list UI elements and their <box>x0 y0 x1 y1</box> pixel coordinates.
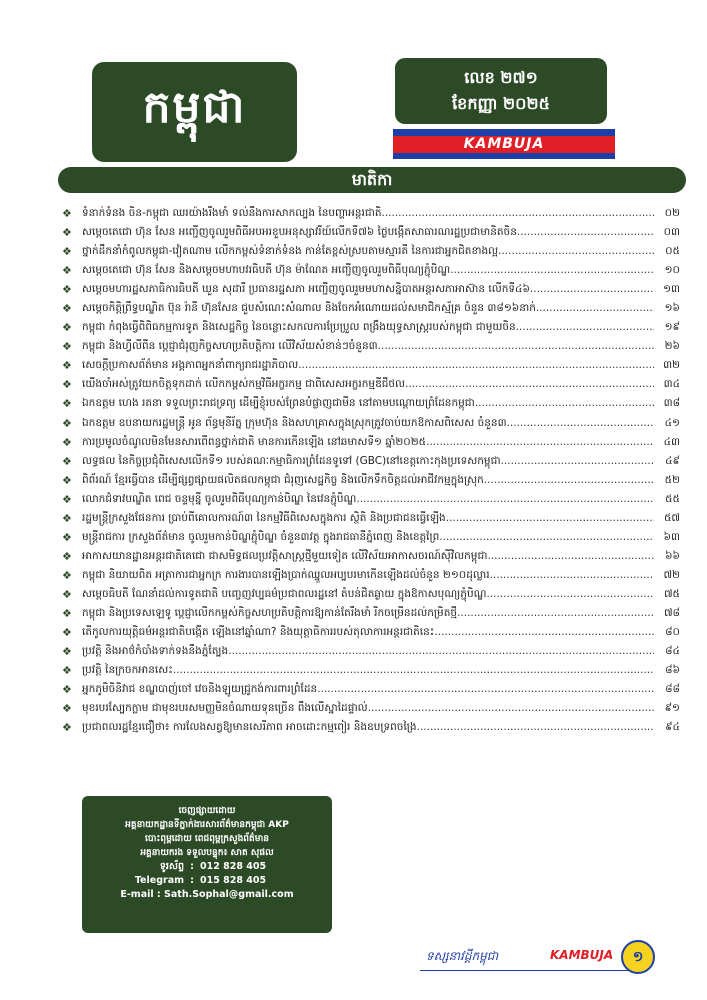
toc-item-title: កម្ពុជា និងប្រទេសឡេទូ ប្តេជ្ញាលើកកម្ពស់កិច្ចសហប្រតិបត្តិការឱ្យកាន់តែរឹងមាំ រីកចម្រើនដល់កម្រិតថ្មី ..... <box>82 604 654 623</box>
toc-item <box>62 280 680 299</box>
toc-item-page: ៨៨ <box>654 680 680 699</box>
toc-item-title: លទ្ធផល នៃកិច្ចប្រជុំពិសេសលើកទី១ របស់គណៈកម្មាធិការព្រំដែនទូទៅ (GBC)នៅខេត្តកោះកុងប្រទេសកម្ពុជា ..... <box>82 452 654 471</box>
toc-item <box>62 433 680 452</box>
toc-item-title: សេចក្តីប្រកាសព័ត៌មាន អង្គភាពអ្នកនាំពាក្យរាជរដ្ឋាភិបាល ..... <box>82 356 654 375</box>
diamond-bullet-icon: ❖ <box>62 226 72 240</box>
telegram-value: 015 828 405 <box>200 875 267 886</box>
masthead-title: កម្ពុជា <box>142 82 247 133</box>
publisher-line4: អគ្គនាយករង ទទួលបន្ទុក៖ សាត សុផល <box>140 848 274 858</box>
publisher-line3: បោះពុម្ពដោយ ពេជពុម្ពក្រសួងព័ត៌មាន <box>144 834 270 844</box>
toc-item-page: ៦៦ <box>654 547 680 566</box>
toc-item-title: ប្រជាពលរដ្ឋខ្មែរជឿថា៖ ការលែងសត្វឱ្យមានសេរីភាព អាចដោះកម្មពៀរ និងឧបទ្រពចង្រៃ ..... <box>82 718 654 737</box>
toc-item-page: ១៦ <box>654 299 680 318</box>
toc-item-page: ៨៤ <box>654 642 680 661</box>
toc-item-title: សម្តេចមហារដ្ឋសភាធិការធិបតី ឃួន សុដារី ប្រធានរដ្ឋសភា អញ្ជើញចូលរួមមហាសន្និបាតអន្តរសភាអាស៊ាន លើកទី៤៦ ..... <box>82 280 654 299</box>
diamond-bullet-icon: ❖ <box>62 549 72 563</box>
toc-item <box>62 261 680 280</box>
diamond-bullet-icon: ❖ <box>62 645 72 659</box>
diamond-bullet-icon: ❖ <box>62 492 72 506</box>
toc-item-title: ការប្រមូលចំណូលមិនមែនសារពើពន្ធថ្នាក់ជាតិ មានការកើនឡើង នៅឆមាសទី១ ឆ្នាំ២០២៥ ..... <box>82 433 654 452</box>
diamond-bullet-icon: ❖ <box>62 302 72 316</box>
toc-item <box>62 299 680 318</box>
toc-item-page: ១០ <box>654 261 680 280</box>
telegram-label: Telegram <box>134 875 184 886</box>
toc-item-page: ៥៧ <box>654 509 680 528</box>
toc-item-title: សម្តេចតេជោ ហ៊ុន សែន និងសម្តេចមហាបវរធិបតី ហ៊ុន ម៉ាណែត អញ្ជើញចូលរួមពិធីបុណ្យភ្ជុំបិណ្ឌ ..... <box>82 261 654 280</box>
toc-item-page: ១៣ <box>654 280 680 299</box>
toc-item <box>62 414 680 433</box>
toc-header-title: មាតិកា <box>351 170 393 189</box>
footer-magazine-name: ទស្សនាវដ្តីកម្ពុជា <box>426 949 499 963</box>
toc-item-title: មុខរបរស្បែកក្លាម ជាមុខរបរសមញ្ញមិនចំណាយទុនច្រើន ពឹងលើស្នាដៃផ្ទាល់ ..... <box>82 699 654 718</box>
toc-item-page: ៤៣ <box>654 433 680 452</box>
toc-item-title: អាកាសយានដ្ឋានអន្តរជាតិតេជោ ជាសមិទ្ធផលប្រវត្តិសាស្រ្តថ្មីមួយទៀត លើវិស័យអាកាសចរណ៍ស៊ីវិលកម្ពុជា ..... <box>82 547 654 566</box>
diamond-bullet-icon: ❖ <box>62 245 72 259</box>
toc-item-page: ៦៣ <box>654 528 680 547</box>
diamond-bullet-icon: ❖ <box>62 721 72 735</box>
toc-item-page: ៥២ <box>654 471 680 490</box>
toc-item-page: ០២ <box>654 204 680 223</box>
flag-blue-bottom <box>393 153 615 159</box>
toc-item <box>62 547 680 566</box>
toc-item-title: ប្រវត្តិ និងអាថ៌កំបាំងទាក់ទងនឹងភ្នំត្បែង ..... <box>82 642 654 661</box>
toc-item-title: សម្តេចតេជោ ហ៊ុន សែន អញ្ជើញចូលរួមពិធីអបអរខួបអនុស្សាវរីយ៍លើកទី៧៦ ថ្ងៃបង្កើតសាធារណរដ្ឋប្រជាមានិតចិន ..... <box>82 223 654 242</box>
toc-item <box>62 242 680 261</box>
flag-blue-top <box>393 129 615 136</box>
toc-item-page: ៨៦ <box>654 661 680 680</box>
issue-number: លេខ ២៧១ <box>464 68 538 87</box>
diamond-bullet-icon: ❖ <box>62 702 72 716</box>
toc-item-page: ៨០ <box>654 623 680 642</box>
footer-brand: KAMBUJA <box>550 948 614 962</box>
toc-item-title: យើងចាំអស់ត្រូវយកចិត្តទុកដាក់ លើកកម្ពស់កម្មវិធីអក្ខរកម្ម ជាពិសេសអក្ខរកម្មឌីជីថល ..... <box>82 375 654 394</box>
toc-item <box>62 699 680 718</box>
toc-item-title: សម្តេចធិបតី ណែនាំដល់ការទូតជាតិ បញ្ចេញវប្បធម៌ប្រជាពលរដ្ឋនៅ តំបន់ជិតឆ្ងាយ ក្នុងឱកាសបុណ្យភ្ជុំបិណ្ឌ ..... <box>82 585 654 604</box>
toc-item-title: លោកជំទាវបណ្ឌិត ពេជ ចន្ទមុន្នី ចូលរួមពិធីបុណ្យកាន់បិណ្ឌ នៃវេនភ្ជុំបិណ្ឌ ..... <box>82 490 654 509</box>
brand-name: KAMBUJA <box>463 136 545 152</box>
publisher-box <box>82 796 332 933</box>
toc-item <box>62 204 680 223</box>
toc-item-title: ឯកឧត្តម ហេង រតនា ទទួលព្រះរាជទ្រព្យ ដើម្បីខ្ញុំរបស់ព្រែនបំផ្លាញជាមីន នៅតាមបណ្តោយព្រំដែនកម្ពុជា ..... <box>82 394 654 413</box>
toc-item <box>62 490 680 509</box>
footer-rule <box>420 970 630 971</box>
toc-item-title: ពិព័រណ៍ ខ្មែរធ្វើបាន ដើម្បីផ្សព្វផ្សាយផលិតផលកម្ពុជា ជំរុញសេដ្ឋកិច្ច និងលើកទឹកចិត្តដល់អាជីវកម្មក្នុងស្រុក ..... <box>82 471 654 490</box>
diamond-bullet-icon: ❖ <box>62 683 72 697</box>
diamond-bullet-icon: ❖ <box>62 397 72 411</box>
toc-item-page: ៩១ <box>654 699 680 718</box>
email-row: E-mail : Sath.Sophal@gmail.com <box>120 889 294 900</box>
diamond-bullet-icon: ❖ <box>62 283 72 297</box>
diamond-bullet-icon: ❖ <box>62 359 72 373</box>
telegram-row: Telegram : 015 828 405 <box>82 874 332 888</box>
diamond-bullet-icon: ❖ <box>62 454 72 468</box>
masthead-box <box>92 62 297 162</box>
publisher-line2: អគ្គនាយកដ្ឋានទីភ្នាក់ងារសារព័ត៌មានកម្ពុជា AKP <box>125 820 289 830</box>
toc-item <box>62 223 680 242</box>
diamond-bullet-icon: ❖ <box>62 568 72 582</box>
toc-item <box>62 604 680 623</box>
diamond-bullet-icon: ❖ <box>62 321 72 335</box>
toc-item <box>62 528 680 547</box>
toc-item-page: ៧២ <box>654 566 680 585</box>
toc-item <box>62 566 680 585</box>
toc-item-title: ថ្នាក់ដឹកនាំកំពូលកម្ពុជា-វៀតណាម លើកកម្ពស់ទំនាក់ទំនង កាន់តែខ្ពស់ស្របតាមស្មារតី នៃការជាអ្នកជិតខាងល្អ ..... <box>82 242 654 261</box>
toc-item-page: ៣៤ <box>654 375 680 394</box>
toc-item-title: ទំនាក់ទំនង ចិន-កម្ពុជា ឈរយ៉ាងរឹងមាំ ទល់នឹងការសាកល្បង នៃបញ្ហាអន្តរជាតិ ..... <box>82 204 654 223</box>
toc-item <box>62 642 680 661</box>
issue-box <box>395 58 607 124</box>
toc-item-page: ៣៨ <box>654 394 680 413</box>
toc-item <box>62 318 680 337</box>
diamond-bullet-icon: ❖ <box>62 435 72 449</box>
diamond-bullet-icon: ❖ <box>62 587 72 601</box>
diamond-bullet-icon: ❖ <box>62 264 72 278</box>
toc-item <box>62 509 680 528</box>
toc-header <box>58 167 686 193</box>
toc-item-page: ០៣ <box>654 223 680 242</box>
toc-item <box>62 623 680 642</box>
toc-item-title: កម្ពុជា និងហ្វីលីពីន ប្តេជ្ញាជំរុញកិច្ចសហប្រតិបត្តិការ លើវិស័យសំខាន់ៗចំនួន៣ ..... <box>82 337 654 356</box>
toc-item-title: មន្ត្រីរាជការ ក្រសួងព័ត៌មាន ចូលរួមកាន់បិណ្ឌភ្ជុំបិណ្ឌ ចំនួន៣វត្ត ក្នុងរាជធានីភ្នំពេញ និងខេត្តព្រៃ ..... <box>82 528 654 547</box>
toc-item <box>62 718 680 737</box>
toc-item-title: កម្ពុជា កំពុងធ្វើពិពិធកម្មការទូត និងសេដ្ឋកិច្ច នៃចន្លោះសកលការប្រែប្រួល ពង្រឹងយុទ្ធសាស្រ្តរបស់កម្ពុជា ជាមួយចិន ..... <box>82 318 654 337</box>
diamond-bullet-icon: ❖ <box>62 511 72 525</box>
toc-item-page: ៥៥ <box>654 490 680 509</box>
toc-item-title: រដ្ឋមន្ត្រីក្រសួងផែនការ ប្រាប់ពីគោលការណ៍៣ នៃកម្មវិធីពិសេសក្នុងការ ស្ថិតិ និងប្រជាជនធ្វើឡើង ..... <box>82 509 654 528</box>
toc-item-title: សម្តេចកិត្តិព្រឹទ្ធបណ្ឌិត ប៊ុន រ៉ានី ហ៊ុនសែន ជួបសំណេះសំណាល និងចែកអំណោយដល់សមាជិកស្ម័គ្រ ចំនួន ៣៨១៦នាក់ ..... <box>82 299 654 318</box>
page-number: ១ <box>621 940 655 974</box>
toc-item-page: ៤១ <box>654 414 680 433</box>
diamond-bullet-icon: ❖ <box>62 207 72 220</box>
toc-item-title: ឯកឧត្តម ឧបនាយករដ្ឋមន្ត្រី អូន ព័ន្ធមុនីរ័ត្ន ក្រុមហ៊ុន និងសហគ្រាសក្នុងស្រុកត្រូវចាប់យកឱកាសពិសេស ចំនួន៣ ..... <box>82 414 654 433</box>
diamond-bullet-icon: ❖ <box>62 530 72 544</box>
toc-item <box>62 337 680 356</box>
toc-item <box>62 356 680 375</box>
toc-item <box>62 471 680 490</box>
toc-item-title: អ្នកភូមិចិនិវាជ ខណ្ឌបាញ់ចៅ វេចនិងឡូយជ្រូកង់ការពារព្រំដែន ..... <box>82 680 654 699</box>
toc-item <box>62 661 680 680</box>
toc-item <box>62 680 680 699</box>
phone-row: ទូរស័ព្ទ : 012 828 405 <box>82 860 332 874</box>
toc-item-title: កម្ពុជា និយាយពិត អត្រាការជាអ្នកក្រ ការងារបានឡើងប្រាក់ឈ្នួលអប្បបរមាកើនឡើងដល់ចំនួន ២១០ដុល្លារ ..... <box>82 566 654 585</box>
brand-flag <box>393 129 615 159</box>
toc-item-page: ៧៨ <box>654 604 680 623</box>
toc-item <box>62 394 680 413</box>
toc-item <box>62 375 680 394</box>
diamond-bullet-icon: ❖ <box>62 626 72 640</box>
toc-item-page: ០៥ <box>654 242 680 261</box>
toc-item <box>62 452 680 471</box>
toc-item-page: ៤៩ <box>654 452 680 471</box>
toc-item <box>62 585 680 604</box>
issue-date: ខែកញ្ញា ២០២៥ <box>452 94 550 113</box>
diamond-bullet-icon: ❖ <box>62 664 72 678</box>
toc-item-page: ៩៤ <box>654 718 680 737</box>
diamond-bullet-icon: ❖ <box>62 416 72 430</box>
diamond-bullet-icon: ❖ <box>62 473 72 487</box>
toc-item-page: ១៩ <box>654 318 680 337</box>
toc-item-page: ២៦ <box>654 337 680 356</box>
diamond-bullet-icon: ❖ <box>62 340 72 354</box>
toc-list <box>62 204 680 737</box>
phone-label: ទូរស័ព្ទ <box>159 861 184 872</box>
toc-item-title: ប្រវត្តិ នៃក្រចកអានសេះ ..... <box>82 661 654 680</box>
toc-item-page: ៣២ <box>654 356 680 375</box>
diamond-bullet-icon: ❖ <box>62 378 72 392</box>
diamond-bullet-icon: ❖ <box>62 606 72 620</box>
toc-item-page: ៧៥ <box>654 585 680 604</box>
phone-value: 012 828 405 <box>200 861 267 872</box>
toc-item-title: តើកូលការយុត្តិធម៌អន្តរជាតិបង្កើត ឡើងនៅឆ្នាំណា? និងយុត្តាធិការរបស់តុលាការអន្តរជាតិនេះ ..... <box>82 623 654 642</box>
publisher-line1: ចេញផ្សាយដោយ <box>178 806 236 816</box>
